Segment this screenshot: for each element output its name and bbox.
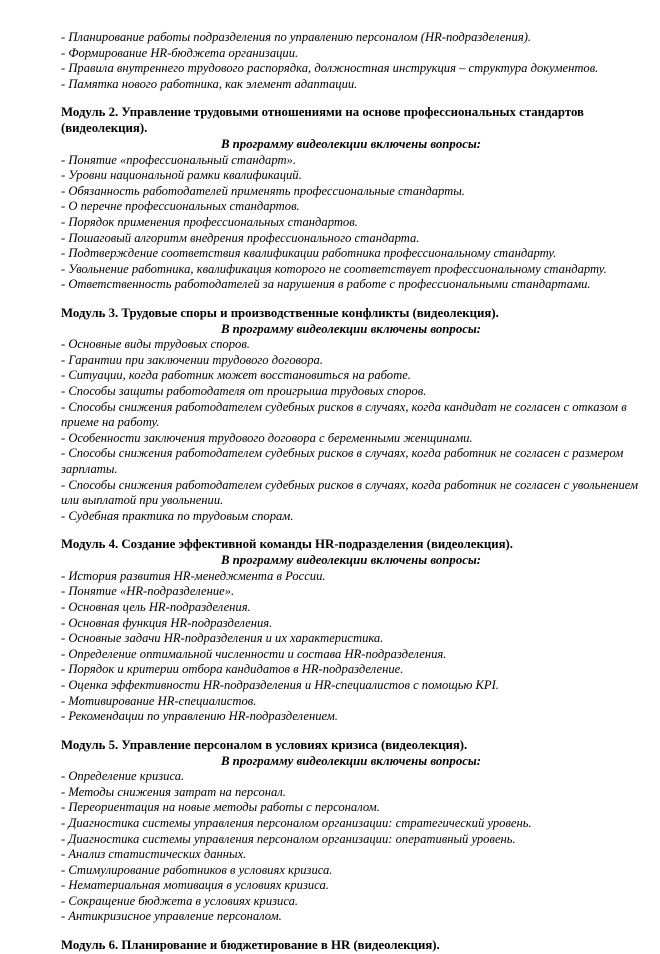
list-item: - Правила внутреннего трудового распорядка, должностная инструкция – структура документов.: [61, 61, 599, 76]
list-item: - Методы снижения затрат на персонал.: [61, 784, 286, 799]
module-items: [61, 569, 641, 725]
intro-list: [61, 30, 641, 92]
list-item: - Стимулирование работников в условиях кризиса.: [61, 862, 333, 877]
list-item: - Способы защиты работодателя от проигрыша трудовых споров.: [61, 384, 427, 399]
list-item: - Основная цель HR-подразделения.: [61, 600, 251, 614]
module-title: Модуль 6. Планирование и бюджетирование в HR (видеолекция).: [61, 938, 440, 953]
list-item: - Мотивирование HR-специалистов.: [61, 693, 257, 708]
module-subheading: В программу видеолекции включены вопросы:: [220, 753, 482, 768]
list-item: - Формирование HR-бюджета организации.: [61, 45, 299, 60]
list-item: - Обязанность работодателей применять профессиональные стандарты.: [61, 183, 465, 198]
module-items: [61, 769, 641, 925]
list-item: - Подтверждение соответствия квалификации работника профессиональному стандарту.: [61, 246, 557, 261]
module-subheading: В программу видеолекции включены вопросы:: [220, 136, 482, 151]
list-item: - Особенности заключения трудового договора с беременными женщинами.: [61, 430, 473, 445]
list-item: - Планирование работы подразделения по управлению персоналом (HR-подразделения).: [61, 30, 532, 44]
module-3: [61, 306, 641, 525]
list-item: - Увольнение работника, квалификация которого не соответствует профессиональному стандарту.: [61, 261, 607, 276]
module-title: Модуль 3. Трудовые споры и производственные конфликты (видеолекция).: [61, 305, 499, 320]
module-title: Модуль 5. Управление персоналом в условиях кризиса (видеолекция).: [61, 737, 468, 752]
list-item: - Основные задачи HR-подразделения и их характеристика.: [61, 631, 384, 646]
module-subheading: В программу видеолекции включены вопросы:: [220, 321, 482, 336]
list-item: - Понятие «профессиональный стандарт».: [61, 152, 297, 167]
list-item: - Основная функция HR-подразделения.: [61, 615, 273, 630]
module-2: [61, 105, 641, 293]
list-item: - Антикризисное управление персоналом.: [61, 909, 282, 924]
list-item: - Сокращение бюджета в условиях кризиса.: [61, 893, 299, 908]
list-item: - Диагностика системы управления персоналом организации: оперативный уровень.: [61, 831, 516, 846]
list-item: - Судебная практика по трудовым спорам.: [61, 508, 294, 523]
list-item: - Определение оптимальной численности и состава HR-подразделения.: [61, 646, 447, 661]
list-item: - Рекомендации по управлению HR-подразделением.: [61, 709, 338, 724]
module-subheading: В программу видеолекции включены вопросы:: [220, 553, 482, 568]
list-item: - Памятка нового работника, как элемент адаптации.: [61, 76, 358, 91]
list-item: - Порядок и критерии отбора кандидатов в HR-подразделение.: [61, 662, 404, 677]
list-item: - Диагностика системы управления персоналом организации: стратегический уровень.: [61, 815, 532, 830]
list-item: - Способы снижения работодателем судебных рисков в случаях, когда работник не согласен с размером зарплаты.: [61, 446, 624, 477]
list-item: - Пошаговый алгоритм внедрения профессионального стандарта.: [61, 230, 420, 245]
module-4: [61, 537, 641, 724]
list-item: - Основные виды трудовых споров.: [61, 337, 250, 352]
list-item: - Способы снижения работодателем судебных рисков в случаях, когда работник не согласен с увольнением или выплатой при увольнении.: [61, 477, 639, 508]
list-item: - Анализ статистических данных.: [61, 847, 247, 862]
module-5: [61, 738, 641, 925]
list-item: - Уровни национальной рамки квалификаций.: [61, 168, 302, 183]
list-item: - Гарантии при заключении трудового договора.: [61, 352, 323, 367]
list-item: - Нематериальная мотивация в условиях кризиса.: [61, 878, 329, 893]
list-item: - Способы снижения работодателем судебных рисков в случаях, когда кандидат не согласен с отказом в приеме на работу.: [61, 399, 627, 430]
list-item: - О перечне профессиональных стандартов.: [61, 199, 300, 214]
list-item: - Переориентация на новые методы работы с персоналом.: [61, 800, 380, 815]
list-item: - Ситуации, когда работник может восстановиться на работе.: [61, 368, 411, 383]
list-item: - Порядок применения профессиональных стандартов.: [61, 214, 358, 229]
module-title: Модуль 2. Управление трудовыми отношениями на основе профессиональных стандартов (видеолекция).: [61, 105, 584, 136]
list-item: - Понятие «HR-подразделение».: [61, 584, 235, 599]
list-item: - Оценка эффективности HR-подразделения и HR-специалистов с помощью KPI.: [61, 677, 499, 692]
list-item: - Определение кризиса.: [61, 769, 185, 784]
list-item: - Ответственность работодателей за нарушения в работе с профессиональными стандартами.: [61, 277, 591, 292]
module-items: [61, 153, 641, 293]
document-page: [61, 30, 641, 954]
module-6: [61, 938, 641, 954]
module-items: [61, 337, 641, 524]
list-item: - История развития HR-менеджмента в России.: [61, 568, 326, 583]
module-title: Модуль 4. Создание эффективной команды HR-подразделения (видеолекция).: [61, 537, 513, 552]
